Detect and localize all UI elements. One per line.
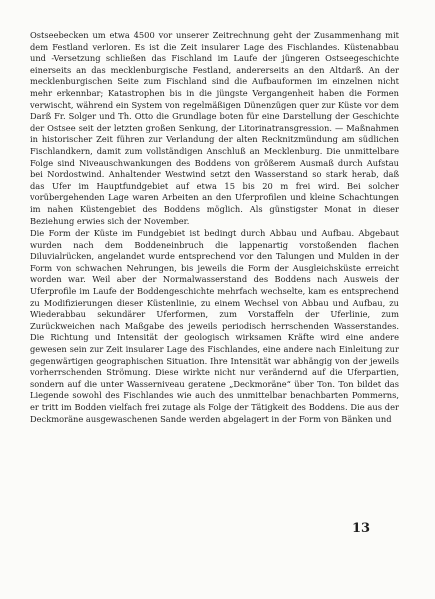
paragraph-1: Ostseebecken um etwa 4500 vor unserer Zeitrechnung geht der Zusammenhang mit dem Festland verloren. Es ist die Zeit insularer Lage des Fischlandes. Küstenabbau und -Versetzung schließen das Fischland im Laufe der jüngeren Ostseegeschichte einerseits an das mecklenburgische Festland, andererseits an den Altdarß. An der mecklenburgischen Seite zum Fischland sind die Aufbauformen im einzelnen nicht mehr erkennbar; Katastrophen bis in die jüngste Vergangenheit haben die Formen verwischt, während ein System von regelmäßigen Dünenzügen quer zur Küste vor dem Darß Fr. Solger und Th. Otto die Grundlage boten für eine Darstellung der Geschichte der Ostsee seit der letzten großen Senkung, der Litorinatransgression. — Maßnahmen in historischer Zeit führen zur Verlandung der alten Recknitzmündung am südlichen Fischlandkern, damit zum vollständigen Anschluß an Mecklenburg. Die unmittelbare Folge sind Niveauschwankungen des Boddens von größerem Ausmaß durch Aufstau bei Nordostwind. Anhaltender Westwind setzt den Wasserstand so stark herab, daß das Ufer im Hauptfundgebiet auf etwa 15 bis 20 m frei wird. Bei solcher vorübergehenden Lage waren Arbeiten an den Uferprofilen und kleine Schachtungen im nahen Küstengebiet des Boddens möglich. Als günstigster Monat in dieser Beziehung erwies sich der November. [30, 30, 399, 226]
body-text [30, 30, 399, 425]
paragraph-2: Die Form der Küste im Fundgebiet ist bedingt durch Abbau und Aufbau. Abgebaut wurden nach dem Boddeneinbruch die lappenartig vorstoßenden flachen Diluvialrücken, angelandet wurde entsprechend vor den Talungen und Mulden in der Form von schwachen Nehrungen, bis jeweils die Form der Ausgleichsküste erreicht worden war. Weil aber der Normalwasserstand des Boddens nach Ausweis der Uferprofile im Laufe der Boddengeschichte mehrfach wechselte, kam es entsprechend zu Modifizierungen dieser Küstenlinie, zu einem Wechsel von Abbau und Aufbau, zu Wiederabbau sekundärer Uferformen, zum Vorstaffeln der Uferlinie, zum Zurückweichen nach Maßgabe des jeweils periodisch herrschenden Wasserstandes. Die Richtung und Intensität der geologisch wirksamen Kräfte wird eine andere gewesen sein zur Zeit insularer Lage des Fischlandes, eine andere nach Einleitung zur gegenwärtigen geographischen Situation. Ihre Intensität war abhängig von der jeweils vorherrschenden Strömung. Diese wirkte nicht nur verändernd auf die Uferpartien, sondern auf die unter Wasserniveau geratene „Deckmoräne“ über Ton. Ton bildet das Liegende sowohl des Fischlandes wie auch des unmittelbar benachbarten Pommerns, er tritt im Bodden vielfach frei zutage als Folge der Tätigkeit des Boddens. Die aus der Deckmoräne ausgewaschenen Sande werden abgelagert in der Form von Bänken und [30, 228, 399, 424]
page-number: 13 [352, 521, 371, 536]
